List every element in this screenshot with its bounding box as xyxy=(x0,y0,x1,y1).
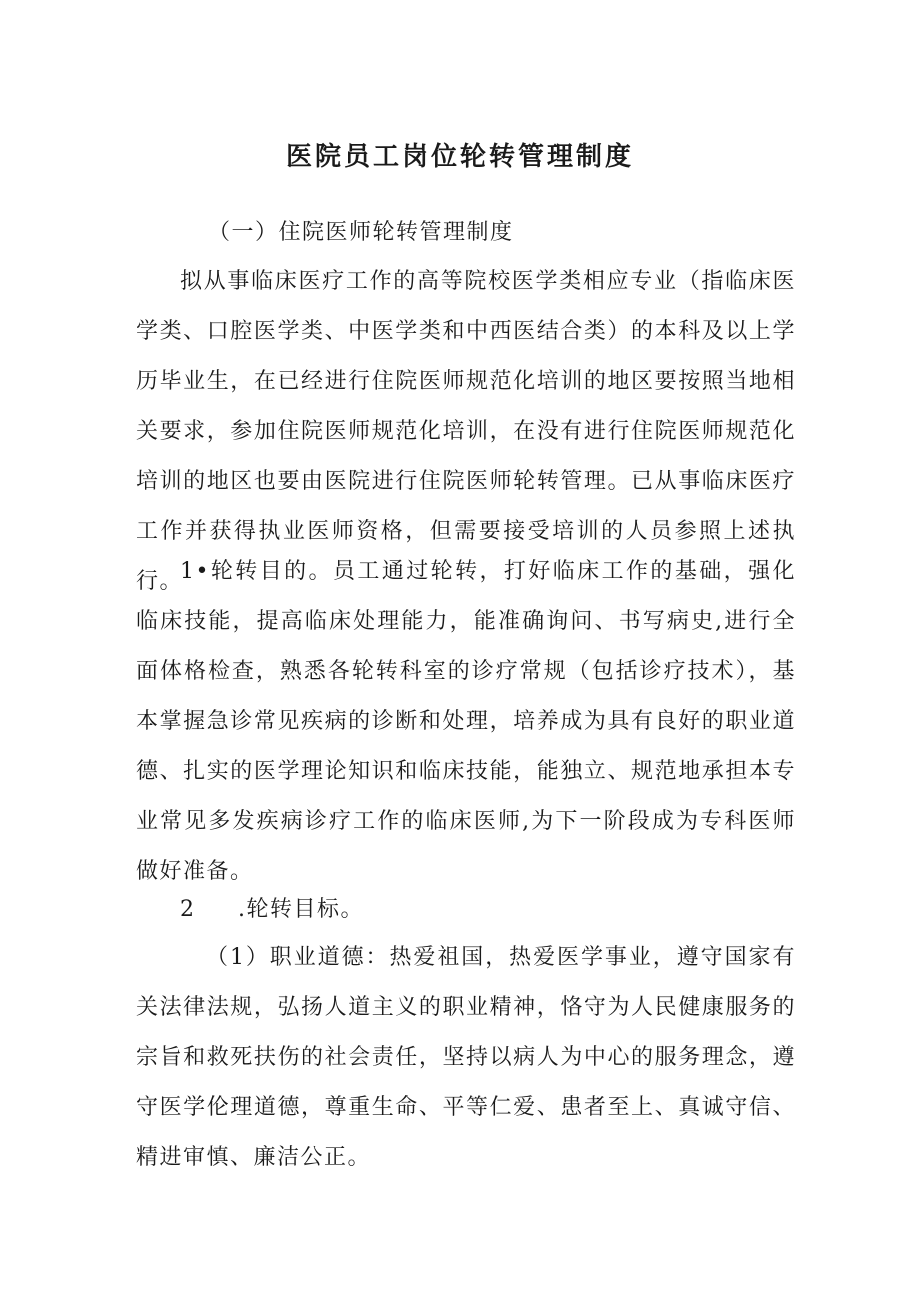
paragraph-professional-ethics: （1）职业道德：热爱祖国，热爱医学事业，遵守国家有关法律法规，弘扬人道主义的职业精神，恪守为人民健康服务的宗旨和救死扶伤的社会责任，坚持以病人为中心的服务理念，遵守医学伦理道德，尊重生命、平等仁爱、患者至上、真诚守信、精进审慎、廉洁公正。 xyxy=(136,945,796,1170)
paragraph-intro: 拟从事临床医疗工作的高等院校医学类相应专业（指临床医学类、口腔医学类、中医学类和中西医结合类）的本科及以上学历毕业生，在已经进行住院医师规范化培训的地区要按照当地相关要求，参加住院医师规范化培训，在没有进行住院医师规范化培训的地区也要由医院进行住院医师轮转管理。已从事临床医疗工作并获得执业医师资格，但需要接受培训的人员参照上述执行。 xyxy=(136,269,796,594)
item-heading: .轮转目标。 xyxy=(238,897,364,922)
item-number: 2 xyxy=(180,897,196,922)
paragraph-rotation-purpose: 1•轮转目的。员工通过轮转，打好临床工作的基础，强化临床技能，提高临床处理能力，能准确询问、书写病史,进行全面体格检查，熟悉各轮转科室的诊疗常规（包括诊疗技术），基本掌握急诊常见疾病的诊断和处理，培养成为具有良好的职业道德、扎实的医学理论知识和临床技能，能独立、规范地承担本专业常见多发疾病诊疗工作的临床医师,为下一阶段成为专科医师做好准备。 xyxy=(136,559,796,884)
section-heading: （一）住院医师轮转管理制度 xyxy=(208,220,514,245)
document-title: 医院员工岗位轮转管理制度 xyxy=(285,142,634,173)
item-rotation-goals xyxy=(180,885,364,935)
